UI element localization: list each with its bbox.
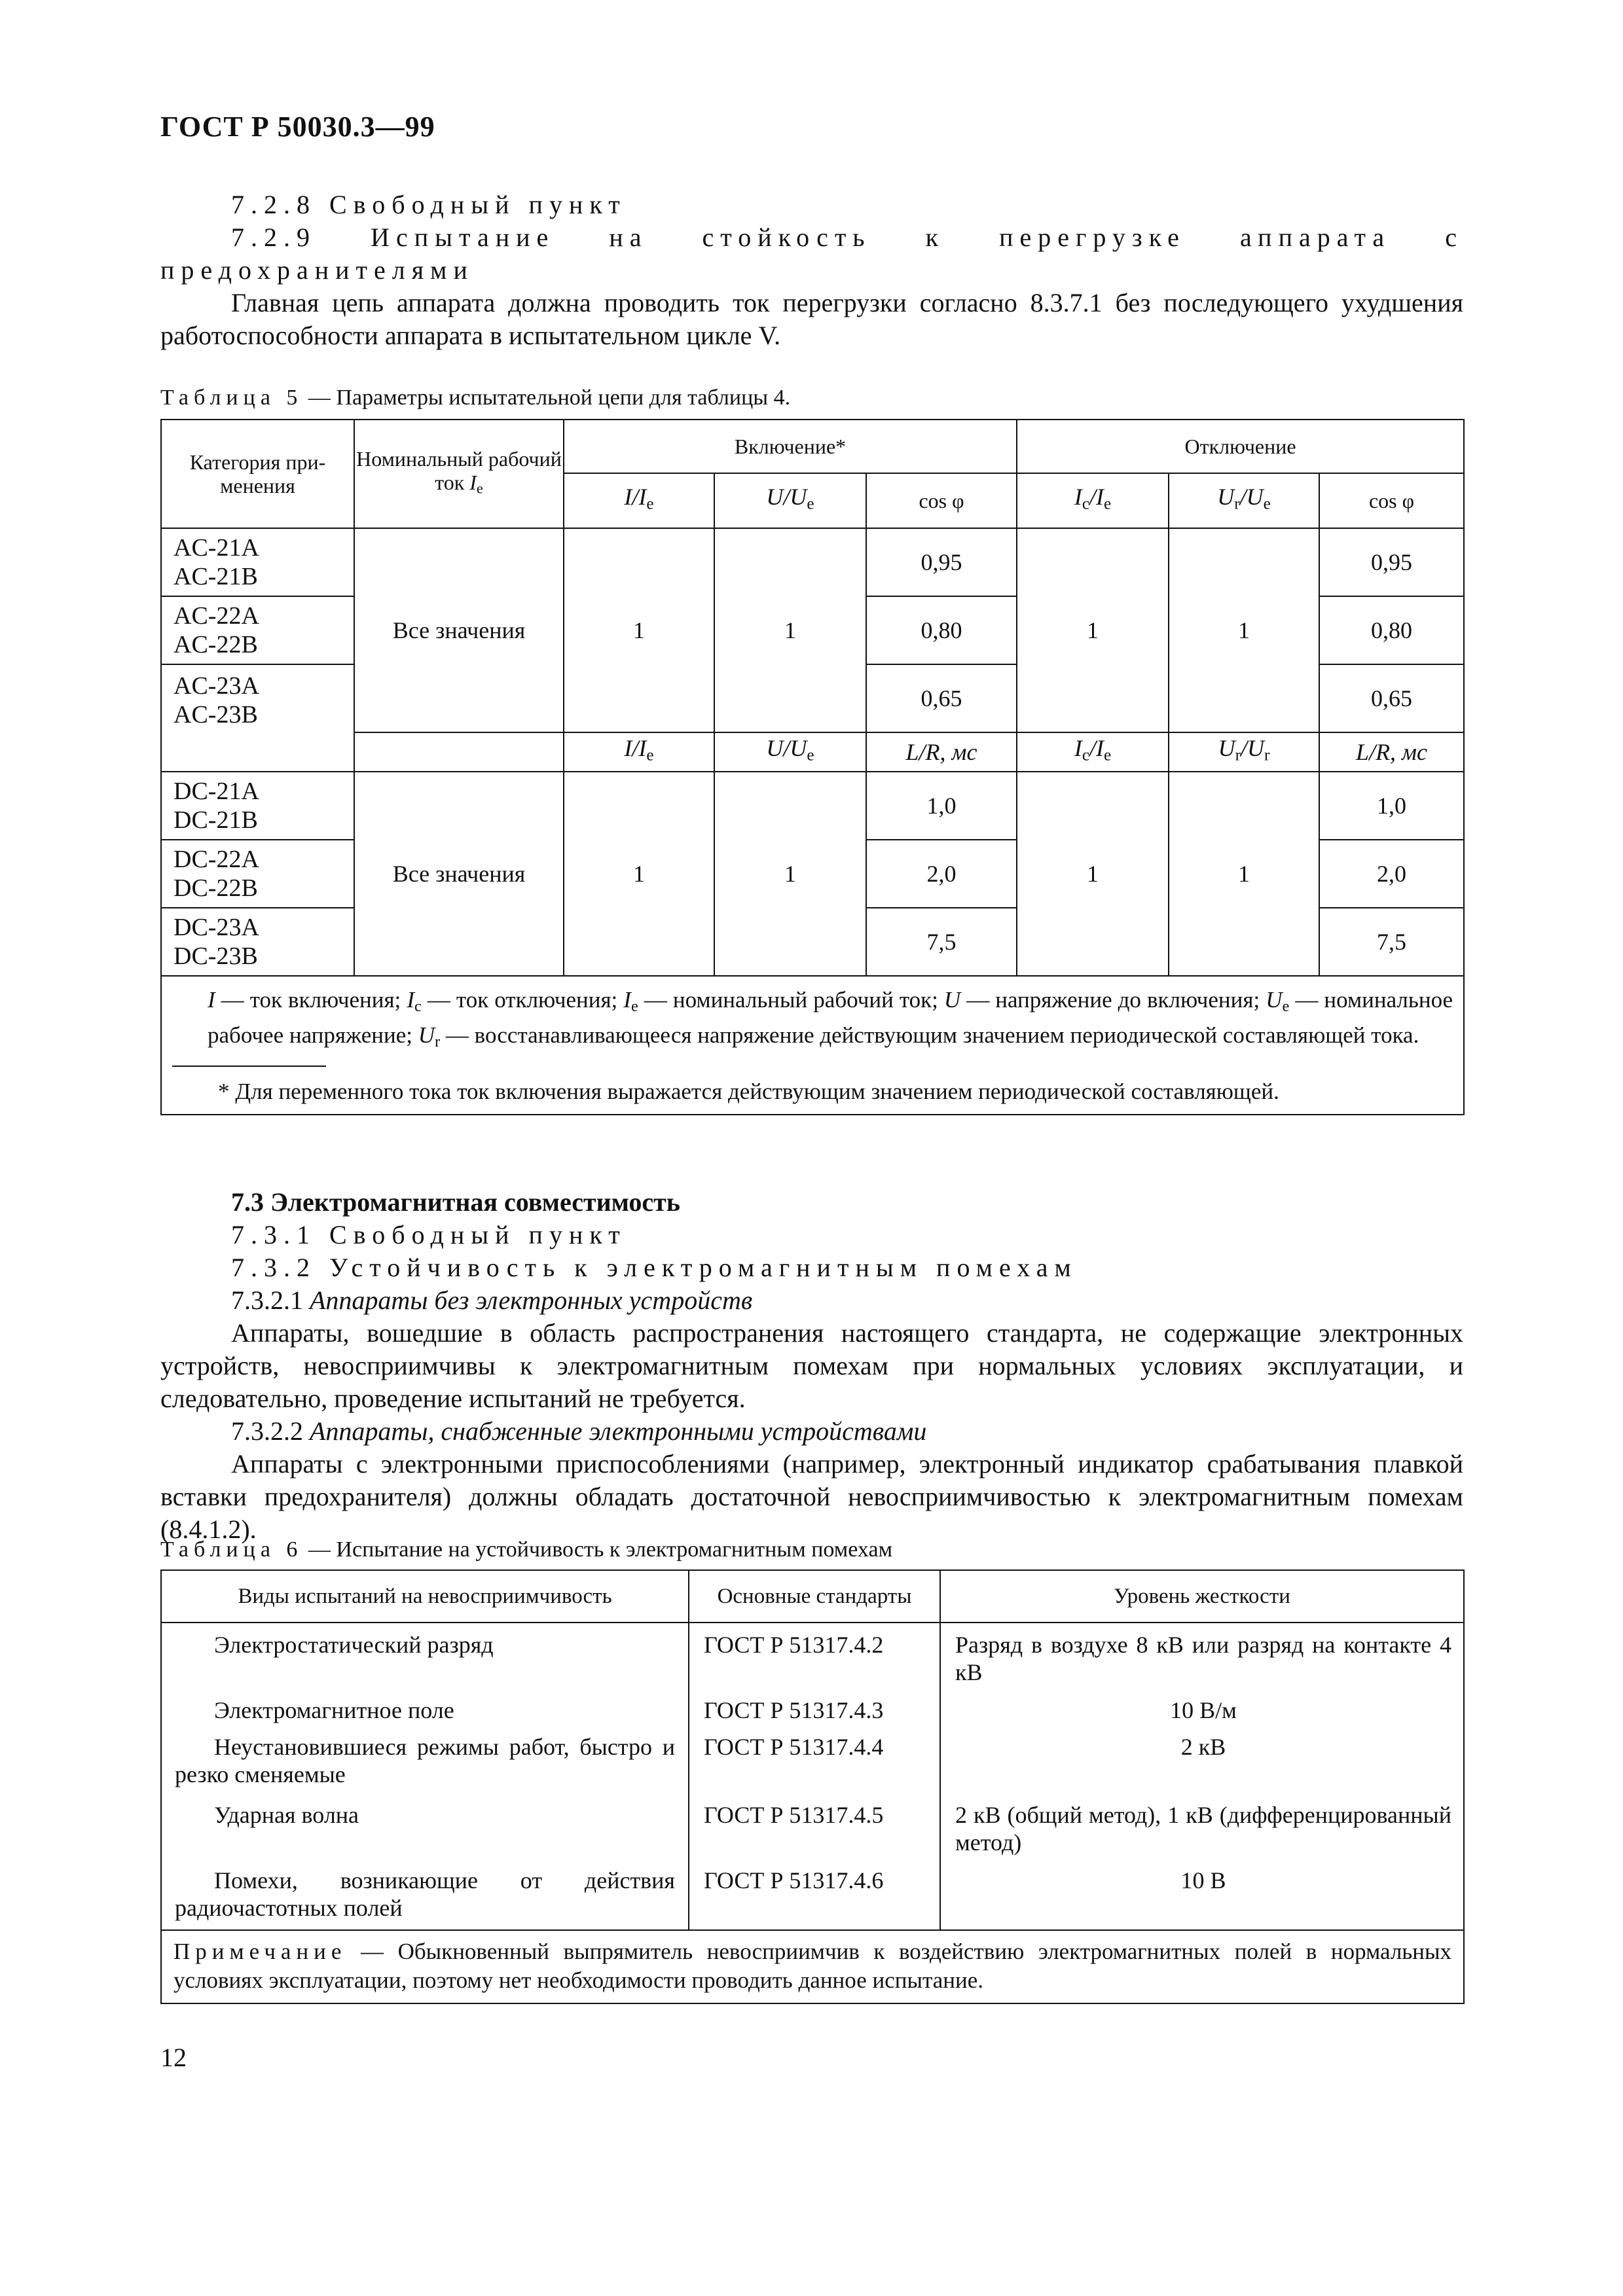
ac-u-on: 1 xyxy=(714,528,866,732)
ac-subhead-i-ie: $I/I_e$ xyxy=(564,473,714,528)
document-code-header: ГОСТ Р 50030.3—99 xyxy=(160,111,435,143)
ac-on-cos-value: 0,80 xyxy=(866,596,1017,664)
table-row: 10 В xyxy=(1180,1867,1226,1893)
section-7-3-title: 7.3 Электромагнитная совместимость xyxy=(231,1187,680,1217)
table6-note-label: Примечание xyxy=(173,1939,347,1964)
table6-body-levels xyxy=(940,1623,1464,1930)
table-row: ГОСТ Р 51317.4.5 xyxy=(704,1802,884,1828)
dc-subhead-ic-ie: $I_c/I_e$ xyxy=(1017,732,1169,772)
table-row: ГОСТ Р 51317.4.2 xyxy=(704,1632,884,1658)
section-7-2-8: 7.2.8 Свободный пункт xyxy=(231,190,627,219)
ac-i-off: 1 xyxy=(1017,528,1169,732)
table-row-category: DC-23A DC-23B xyxy=(161,908,354,976)
dc-subhead-lr-off: L/R, мс xyxy=(1319,732,1464,772)
ac-u-off: 1 xyxy=(1169,528,1319,732)
ac-subhead-u-ue: $U/U_e$ xyxy=(714,473,866,528)
table5-caption-label: Таблица 5 xyxy=(160,386,303,410)
table6-body-standards xyxy=(689,1623,940,1930)
table-row: 2 кВ xyxy=(1180,1734,1226,1760)
table6-body-tests xyxy=(161,1623,689,1930)
ac-subhead-cos-off: cos φ xyxy=(1319,473,1464,528)
rated-current-subscript: e xyxy=(476,480,483,497)
table5-caption xyxy=(160,385,790,411)
table6-header-test: Виды испытаний на невосприимчивость xyxy=(161,1570,689,1623)
table6-caption-text: — Испытание на устойчивость к электромагнитным помехам xyxy=(302,1537,893,1562)
section-7-3-2-1-title: 7.3.2.1 Аппараты без электронных устройств xyxy=(231,1285,753,1315)
table-row: Помехи, возникающие от действия радиочастотных полей xyxy=(175,1867,675,1921)
table5-footnote: * Для переменного тока ток включения выражается действующим значением периодической составляющей. xyxy=(161,1063,1464,1115)
table-row-category: AC-21A AC-21B xyxy=(161,528,354,596)
table-row: Неустановившиеся режимы работ, быстро и резко сменяемые xyxy=(175,1734,675,1787)
table5 xyxy=(160,419,1465,1115)
dc-subhead-u-ue: $U/U_e$ xyxy=(714,732,866,772)
ac-on-cos-value: 0,65 xyxy=(866,664,1017,732)
section-7-2-9-body: Главная цепь аппарата должна проводить ток перегрузки согласно 8.3.7.1 без последующего ухудшения работоспособности аппарата в испытательном цикле V. xyxy=(160,288,1463,350)
table5-caption-text: — Параметры испытательной цепи для таблицы 4. xyxy=(302,386,791,410)
table-row: ГОСТ Р 51317.4.6 xyxy=(704,1867,884,1893)
table6-header-standard: Основные стандарты xyxy=(689,1570,940,1623)
dc-off-lr-value: 2,0 xyxy=(1319,840,1464,908)
table5-head-rated-current xyxy=(354,420,564,528)
ac-all-values: Все значения xyxy=(354,528,564,732)
table6-note-text: — Обыкновенный выпрямитель невосприимчив к воздействию электромагнитных полей в нормальных условиях эксплуатации, поэтому нет необходимости проводить данное испытание. xyxy=(173,1939,1451,1993)
dc-on-lr-value: 1,0 xyxy=(866,772,1017,840)
table6-header-level: Уровень жесткости xyxy=(940,1570,1464,1623)
page-number: 12 xyxy=(160,2043,187,2072)
ac-subhead-cos: cos φ xyxy=(866,473,1017,528)
table-row-category: DC-21A DC-21B xyxy=(161,772,354,840)
table-row-category: AC-22A AC-22B xyxy=(161,596,354,664)
dc-i-off: 1 xyxy=(1017,772,1169,976)
section-7-3-1: 7.3.1 Свободный пункт xyxy=(231,1220,627,1249)
ac-off-cos-value: 0,80 xyxy=(1319,596,1464,664)
rated-current-symbol: I xyxy=(469,471,477,495)
table-row: Электростатический разряд xyxy=(214,1632,494,1658)
table6 xyxy=(160,1570,1465,2004)
dc-subhead-ur-ur: $U_r/U_r$ xyxy=(1169,732,1319,772)
table5-head-on: Включение* xyxy=(564,420,1017,473)
table5-head-off: Отключение xyxy=(1017,420,1464,473)
ac-on-cos-value: 0,95 xyxy=(866,528,1017,596)
table6-caption xyxy=(160,1537,892,1563)
table-row: 10 В/м xyxy=(1170,1697,1237,1723)
ac-subhead-ur-ue: $U_r/U_e$ xyxy=(1169,473,1319,528)
dc-subhead-blank xyxy=(354,732,564,772)
table-row: Ударная волна xyxy=(214,1802,359,1828)
table-row: Разряд в воздухе 8 кВ или разряд на контакте 4 кВ xyxy=(955,1632,1451,1685)
ac-off-cos-value: 0,65 xyxy=(1319,664,1464,732)
dc-off-lr-value: 1,0 xyxy=(1319,772,1464,840)
section-7-3-2-2-body: Аппараты с электронными приспособлениями (например, электронный индикатор срабатывания плавкой вставки предохранителя) должны обладать достаточной невосприимчивостью к электромагнитным помехам (8.4.1.2). xyxy=(160,1449,1463,1544)
footnote-divider xyxy=(172,1066,326,1067)
section-7-3-2: 7.3.2 Устойчивость к электромагнитным помехам xyxy=(231,1253,1078,1282)
rated-current-label: Номинальный рабочий ток xyxy=(356,447,562,495)
ac-i-on: 1 xyxy=(564,528,714,732)
section-7-3-2-1-body: Аппараты, вошедшие в область распространения настоящего стандарта, не содержащие электронных устройств, невосприимчивы к электромагнитным помехам при нормальных условиях эксплуатации, и следовательно, проведение испытаний не требуется. xyxy=(160,1318,1463,1413)
section-7-2-9-title: 7.2.9 Испытание на стойкость к перегрузке аппарата с предохранителями xyxy=(160,223,1463,285)
dc-on-lr-value: 2,0 xyxy=(866,840,1017,908)
table6-caption-label: Таблица 6 xyxy=(160,1537,303,1562)
ac-subhead-ic-ie: $I_c/I_e$ xyxy=(1017,473,1169,528)
table5-head-category: Категория при-менения xyxy=(161,420,354,528)
dc-on-lr-value: 7,5 xyxy=(866,908,1017,976)
table-row: ГОСТ Р 51317.4.4 xyxy=(704,1734,884,1760)
table6-note xyxy=(161,1930,1464,2003)
table-row-category: AC-23A AC-23B xyxy=(161,664,354,772)
dc-subhead-lr: L/R, мс xyxy=(866,732,1017,772)
dc-subhead-i-ie: $I/I_e$ xyxy=(564,732,714,772)
dc-all-values: Все значения xyxy=(354,772,564,976)
table-row: ГОСТ Р 51317.4.3 xyxy=(704,1697,884,1723)
section-7-3-2-2-title: 7.3.2.2 Аппараты, снабженные электронными устройствами xyxy=(231,1416,927,1446)
dc-u-on: 1 xyxy=(714,772,866,976)
table-row: 2 кВ (общий метод), 1 кВ (дифференцированный метод) xyxy=(955,1802,1451,1856)
table-row: Электромагнитное поле xyxy=(214,1697,454,1723)
table-row-category: DC-22A DC-22B xyxy=(161,840,354,908)
dc-off-lr-value: 7,5 xyxy=(1319,908,1464,976)
dc-i-on: 1 xyxy=(564,772,714,976)
ac-off-cos-value: 0,95 xyxy=(1319,528,1464,596)
dc-u-off: 1 xyxy=(1169,772,1319,976)
table5-legend: I — ток включения; $I_c$ — ток отключения; $I_e$ — номинальный рабочий ток; U — напряжение до включения; $U_e$ — номинальное рабочее напряжение; $U_r$ — восстанавливающееся напряжение действующим значением периодической составляющей тока. xyxy=(161,976,1464,1063)
